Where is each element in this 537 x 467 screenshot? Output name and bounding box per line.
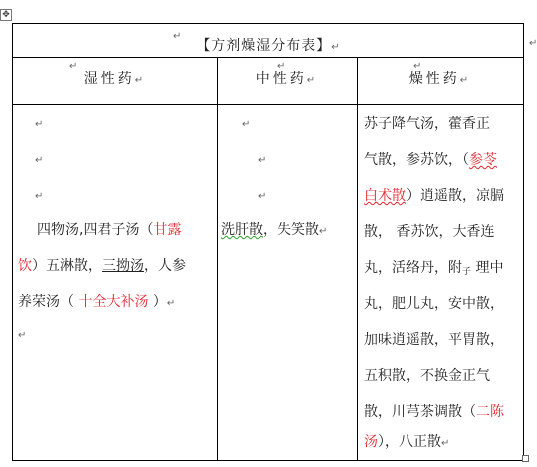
paragraph-mark: ↵ — [242, 119, 251, 130]
header-dry[interactable]: 燥性药↵ — [408, 71, 472, 87]
header-wet[interactable]: 湿性药↵ — [83, 71, 147, 87]
table-resize-handle[interactable] — [522, 455, 529, 462]
table-move-handle-icon[interactable]: ✥ — [0, 9, 12, 21]
wet-cell[interactable] — [13, 104, 217, 460]
paragraph-mark: ↵ — [173, 31, 182, 42]
dry-line: 汤），八正散↵ — [364, 434, 450, 450]
paragraph-mark: ↵ — [258, 155, 267, 166]
paragraph-mark: ↵ — [69, 61, 78, 72]
paragraph-mark: ↵ — [258, 191, 267, 202]
wet-line: 养荣汤（ 十全大补汤 ）↵ — [18, 294, 176, 310]
dry-line: 散， 香苏饮，大香连 — [364, 224, 495, 240]
table-title-cell[interactable]: ↵ 【方剂燥湿分布表】↵ — [13, 35, 523, 59]
paragraph-mark: ↵ — [35, 119, 44, 130]
table-title: 【方剂燥湿分布表】 — [196, 38, 332, 54]
dry-line: 白术散）逍遥散，凉膈 — [364, 188, 504, 204]
dry-cell[interactable] — [358, 104, 523, 460]
dry-line: 加味逍遥散，平胃散， — [364, 332, 504, 348]
row-end-mark: ↵ — [529, 38, 537, 49]
dry-line: 五积散，不换金正气 — [364, 368, 490, 384]
header-neutral[interactable]: 中性药↵ — [255, 71, 319, 87]
dry-line: 散，川芎茶调散（二陈 — [364, 404, 504, 420]
neutral-cell[interactable] — [218, 104, 357, 460]
dry-line: 苏子降气汤，藿香正 — [364, 116, 490, 132]
dry-line: 丸，活络丹，附子 理中 — [364, 260, 504, 277]
dry-wet-distribution-table — [12, 23, 537, 461]
wet-line: 饮）五淋散，三拗汤，人参 — [18, 258, 186, 274]
neutral-text: 洗肝散，失笑散↵ — [221, 222, 328, 238]
paragraph-mark: ↵ — [413, 61, 422, 72]
paragraph-mark: ↵ — [35, 191, 44, 202]
wet-line: 四物汤,四君子汤（甘露 — [37, 222, 182, 238]
dry-line: 气散，参苏饮，（参苓 — [364, 152, 497, 168]
paragraph-mark: ↵ — [18, 330, 27, 341]
paragraph-mark: ↵ — [277, 61, 286, 72]
paragraph-mark: ↵ — [35, 155, 44, 166]
dry-line: 丸，肥儿丸，安中散， — [364, 296, 504, 312]
